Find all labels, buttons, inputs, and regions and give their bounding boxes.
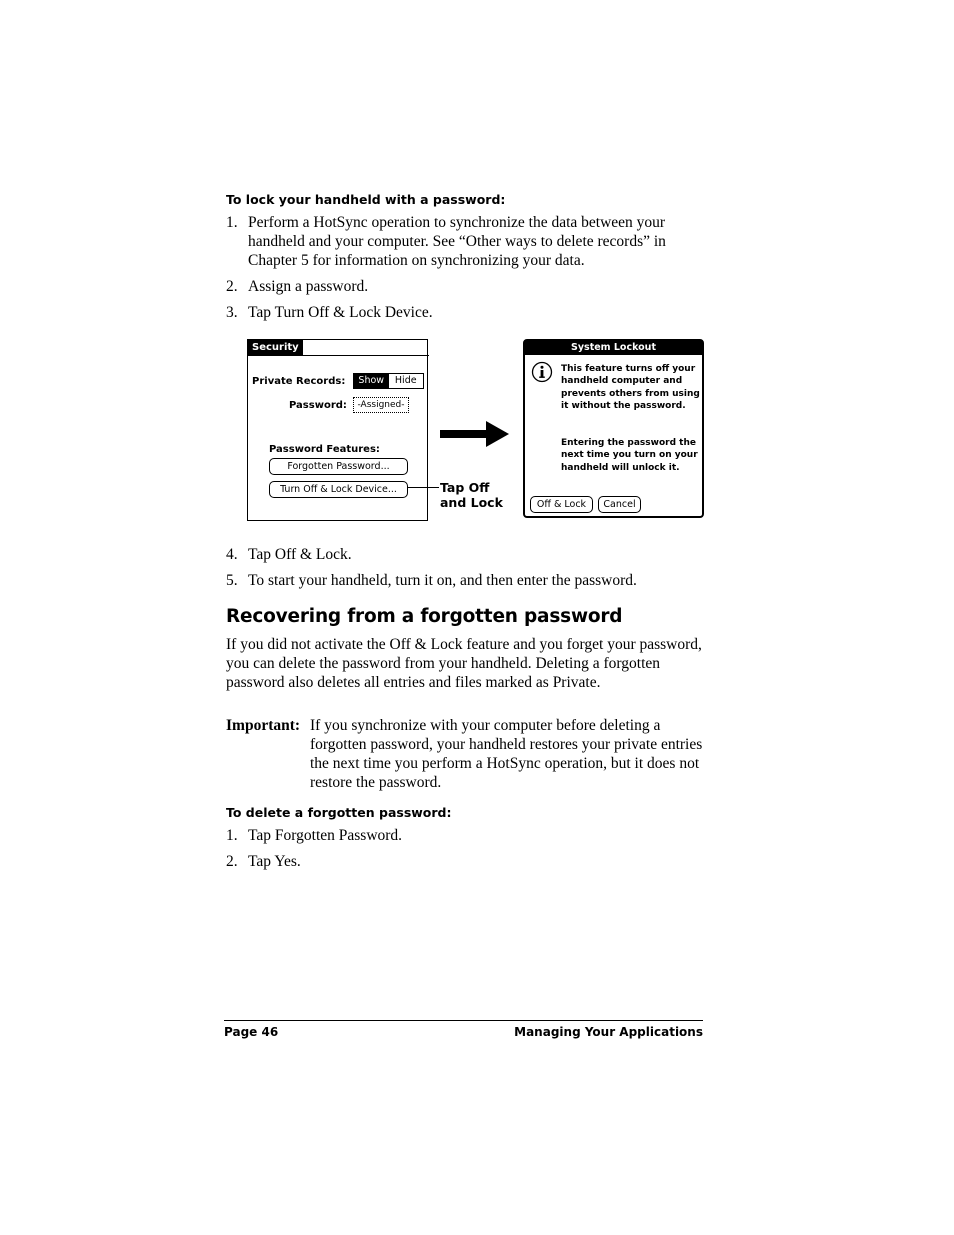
forgotten-password-button[interactable]: Forgotten Password... [269,458,408,475]
step-number: 2. [226,278,238,295]
delete-step-2 [226,852,706,871]
important-label: Important: [226,717,301,734]
hide-option[interactable]: Hide [394,375,417,386]
lockout-message-1: This feature turns off your handheld computer and prevents others from using it without the password. [561,364,700,412]
procedure-heading-lock: To lock your handheld with a password: [226,192,506,207]
step-text: To start your handheld, turn it on, and then enter the password. [248,572,637,589]
security-title: Security [248,340,303,355]
section-heading: Recovering from a forgotten password [226,606,623,627]
lockout-message-2: Entering the password the next time you turn on your handheld will unlock it. [561,438,698,473]
step-number: 3. [226,304,238,321]
step-4 [226,545,706,564]
delete-step-1 [226,826,706,845]
step-number: 2. [226,853,238,870]
callout-label: Tap Off and Lock [440,480,503,510]
system-lockout-dialog [523,339,704,518]
footer-rule [224,1020,703,1021]
step-text: Tap Turn Off & Lock Device. [248,304,433,321]
security-screen [247,339,428,521]
show-option[interactable]: Show [354,374,389,388]
step-text: Perform a HotSync operation to synchronize the data between your handheld and your computer. See “Other ways to delete records” in Chapter 5 for information on synchronizing your data. [248,214,666,269]
important-text: If you synchronize with your computer before deleting a forgotten password, your handheld restores your private entries the next time you perform a HotSync operation, but it does not restore the password. [310,717,703,791]
private-records-selector[interactable] [353,373,424,389]
cancel-button[interactable]: Cancel [598,496,641,513]
step-number: 1. [226,214,238,231]
step-3 [226,303,706,322]
step-2 [226,277,706,296]
security-titlebar [248,340,429,356]
step-number: 4. [226,546,238,563]
step-1 [226,213,706,270]
step-5 [226,571,706,590]
step-text: Assign a password. [248,278,369,295]
step-text: Tap Off & Lock. [248,546,352,563]
password-features-label: Password Features: [269,444,380,455]
step-number: 1. [226,827,238,844]
procedure-heading-delete: To delete a forgotten password: [226,805,452,820]
footer-page-number: Page 46 [224,1025,279,1039]
step-text: Tap Yes. [248,853,301,870]
step-text: Tap Forgotten Password. [248,827,403,844]
password-label: Password: [289,400,347,411]
lockout-title: System Lockout [525,341,702,355]
footer-chapter-title: Managing Your Applications [514,1025,703,1039]
password-field[interactable]: -Assigned- [353,397,409,413]
callout-leader-line [407,487,439,488]
private-records-label: Private Records: [252,376,346,387]
step-number: 5. [226,572,238,589]
off-and-lock-button[interactable]: Off & Lock [530,496,593,513]
section-paragraph: If you did not activate the Off & Lock feature and you forget your password, you can delete the password from your handheld. Deleting a forgotten password also deletes all entries and files marked as Private. [226,636,702,691]
info-icon [531,361,553,383]
turn-off-lock-button[interactable]: Turn Off & Lock Device... [269,481,408,498]
right-arrow-icon [440,420,510,448]
